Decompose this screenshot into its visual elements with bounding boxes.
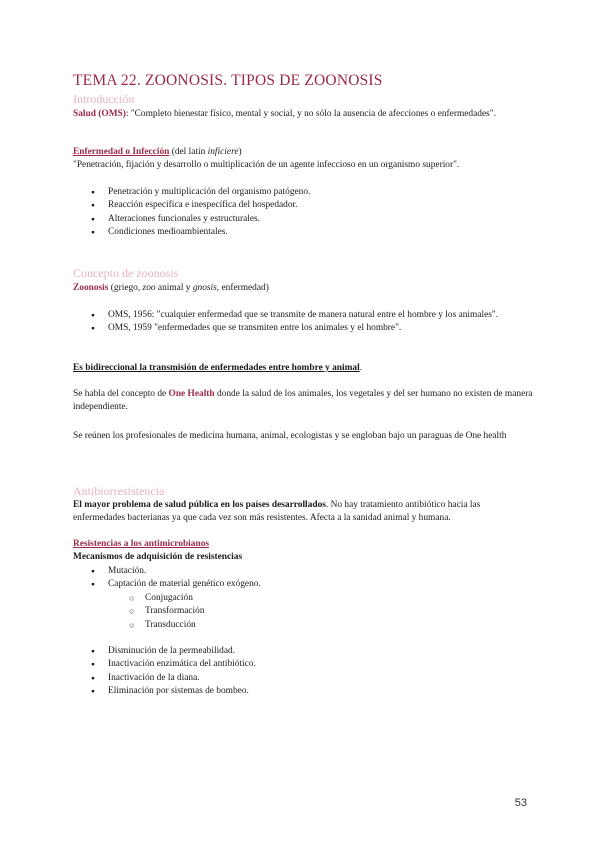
antibio-lead-bold: El mayor problema de salud pública en los países desarrollados bbox=[73, 500, 326, 510]
salud-definition bbox=[73, 108, 528, 121]
resistencias-subheading: Resistencias a los antimicrobianos bbox=[73, 539, 210, 549]
captacion-sublist bbox=[145, 592, 445, 632]
list-item: ● Mutación. bbox=[108, 565, 508, 578]
one-health-text: Se habla del concepto de bbox=[73, 389, 169, 399]
antibio-lead-text: . No hay tratamiento antibiótico hacia las enfermedades bacterianas ya que cada vez son más resistentes. Afecta a la sanidad animal y humana. bbox=[73, 500, 481, 523]
zoonosis-definition bbox=[73, 282, 269, 295]
enfermedad-latin: inficiere bbox=[207, 147, 239, 157]
antibio-lead-paragraph bbox=[73, 499, 533, 525]
list-item: ○ Conjugación bbox=[145, 592, 445, 605]
zoonosis-term: Zoonosis bbox=[73, 283, 109, 293]
section-heading-introduccion: Introducción bbox=[73, 92, 135, 106]
zoonosis-bullet-list bbox=[108, 309, 508, 336]
profesionales-paragraph: Se reúnen los profesionales de medicina humana, animal, ecologistas y se engloban bajo un paraguas de One health bbox=[73, 431, 507, 441]
list-item: ● Captación de material genético exógeno. bbox=[108, 578, 508, 591]
enfermedad-term: Enfermedad o Infección bbox=[73, 147, 170, 157]
mecanismos-list bbox=[108, 565, 508, 592]
list-item: ● Inactivación enzimática del antibiótico. bbox=[108, 658, 508, 671]
list-item: ● Reacción específica e inespecífica del hospedador. bbox=[108, 199, 528, 212]
mecanismos-list-continued bbox=[108, 645, 508, 699]
bidireccional-end: . bbox=[359, 363, 363, 373]
list-item: ○ Transformación bbox=[145, 605, 445, 618]
enfermedad-definition: "Penetración, fijación y desarrollo o multiplicación de un agente infeccioso en un organismo superior". bbox=[73, 160, 460, 170]
mecanismos-heading: Mecanismos de adquisición de resistencias bbox=[73, 552, 243, 562]
list-item: ○ Transducción bbox=[145, 619, 445, 632]
one-health-paragraph bbox=[73, 388, 533, 414]
list-item: ● Penetración y multiplicación del organismo patógeno. bbox=[108, 186, 528, 199]
list-item: ● Disminución de la permeabilidad. bbox=[108, 645, 508, 658]
enfermedad-heading bbox=[73, 146, 533, 159]
list-item: ● OMS, 1959 "enfermedades que se transmiten entre los animales y el hombre". bbox=[108, 322, 508, 335]
page-title: TEMA 22. ZOONOSIS. TIPOS DE ZOONOSIS bbox=[73, 72, 383, 89]
one-health-text: donde la salud de los animales, los vegetales y del ser humano no existen de manera independiente. bbox=[73, 389, 533, 412]
etym-text: animal y bbox=[155, 283, 193, 293]
section-heading-antibiorresistencia: Antibiorresistencia bbox=[73, 484, 165, 498]
section-heading-zoonosis: Concepto de zoonosis bbox=[73, 266, 179, 280]
list-item: ● Alteraciones funcionales y estructurales. bbox=[108, 213, 528, 226]
list-item: ● OMS, 1956: "cualquier enfermedad que se transmite de manera natural entre el hombre y los animales". bbox=[108, 309, 508, 322]
intro-bullet-list bbox=[108, 186, 528, 240]
list-item: ● Inactivación de la diana. bbox=[108, 672, 508, 685]
salud-text: : "Completo bienestar físico, mental y social, y no sólo la ausencia de afecciones o enfermedades". bbox=[125, 109, 496, 119]
one-health-term: One Health bbox=[168, 389, 215, 399]
enfermedad-paren-close: ) bbox=[238, 147, 242, 157]
enfermedad-paren-open: (del latín bbox=[169, 147, 208, 157]
page-number: 53 bbox=[514, 797, 527, 809]
etym-text: (griego, bbox=[108, 283, 143, 293]
etym-gnosis: gnosis bbox=[192, 283, 217, 293]
etym-zoo: zoo bbox=[142, 283, 156, 293]
bidireccional-text: Es bidireccional la transmisión de enfermedades entre hombre y animal bbox=[73, 363, 360, 373]
etym-text: , enfermedad) bbox=[216, 283, 269, 293]
list-item: ● Condiciones medioambientales. bbox=[108, 226, 528, 239]
salud-term: Salud (OMS) bbox=[73, 109, 126, 119]
list-item: ● Eliminación por sistemas de bombeo. bbox=[108, 685, 508, 698]
bidireccional-statement bbox=[73, 362, 362, 375]
